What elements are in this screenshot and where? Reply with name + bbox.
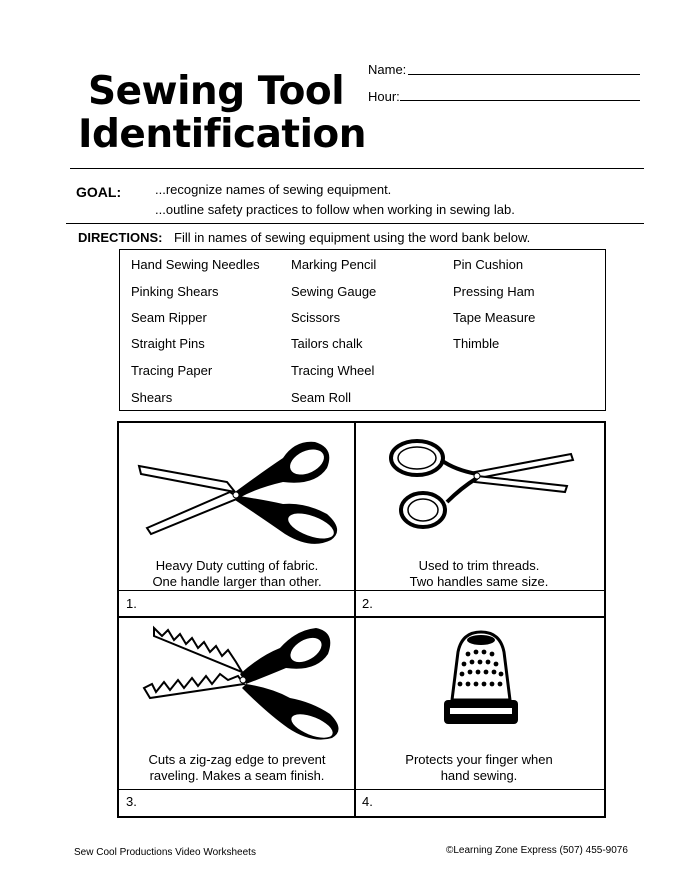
word-seam-roll: Seam Roll (291, 390, 351, 405)
cell-4-caption-line-1: Protects your finger when (405, 752, 553, 767)
cell-2-caption (356, 558, 602, 590)
hour-field[interactable] (400, 100, 640, 101)
word-sewing-gauge: Sewing Gauge (291, 284, 377, 299)
word-tracing-paper: Tracing Paper (131, 363, 213, 378)
word-scissors: Scissors (291, 310, 341, 325)
cell-1-caption-line-1: Heavy Duty cutting of fabric. (155, 558, 319, 573)
pinking-shears-icon (140, 622, 350, 744)
word-tape-measure: Tape Measure (453, 310, 536, 325)
cell-3-number: 3. (126, 794, 137, 809)
goal-line-1: ...recognize names of sewing equipment. (155, 182, 392, 197)
thimble-icon (438, 628, 524, 730)
word-pinking-shears: Pinking Shears (131, 284, 219, 299)
word-bank (119, 249, 606, 411)
scissors-icon (385, 430, 585, 535)
footer-left: Sew Cool Productions Video Worksheets (74, 847, 256, 858)
name-label: Name: (368, 62, 407, 77)
cell-1-number: 1. (126, 596, 137, 611)
word-pressing-ham: Pressing Ham (453, 284, 535, 299)
cell-4-number: 4. (362, 794, 373, 809)
goal-label: GOAL: (76, 184, 122, 200)
directions-text: Fill in names of sewing equipment using the word bank below. (174, 230, 531, 245)
goal-line-2: ...outline safety practices to follow when working in sewing lab. (155, 202, 515, 217)
cell-3-caption-line-2: raveling. Makes a seam finish. (149, 768, 325, 783)
cell-1-caption (120, 558, 354, 590)
word-shears: Shears (131, 390, 173, 405)
word-straight-pins: Straight Pins (131, 336, 205, 351)
word-tracing-wheel: Tracing Wheel (291, 363, 375, 378)
cell-4-caption-line-2: hand sewing. (440, 768, 518, 783)
divider-top (70, 168, 644, 169)
footer-right: ©Learning Zone Express (507) 455-9076 (446, 845, 628, 856)
cell-1-caption-line-2: One handle larger than other. (152, 574, 322, 589)
shears-icon (135, 430, 345, 555)
name-field[interactable] (408, 74, 640, 75)
cell-2-caption-line-1: Used to trim threads. (418, 558, 540, 573)
answer-line-row1 (117, 590, 606, 591)
cell-2-number: 2. (362, 596, 373, 611)
word-seam-ripper: Seam Ripper (131, 310, 207, 325)
grid-horizontal-divider (117, 616, 606, 618)
divider-middle (66, 223, 644, 224)
hour-label: Hour: (368, 89, 400, 104)
word-pin-cushion: Pin Cushion (453, 257, 524, 272)
answer-line-row2 (117, 789, 606, 790)
word-hand-sewing-needles: Hand Sewing Needles (131, 257, 260, 272)
title-line-1: Sewing Tool (88, 69, 345, 114)
cell-2-caption-line-2: Two handles same size. (409, 574, 549, 589)
cell-3-caption (120, 752, 354, 784)
directions-label: DIRECTIONS: (78, 230, 163, 245)
word-marking-pencil: Marking Pencil (291, 257, 377, 272)
word-thimble: Thimble (453, 336, 500, 351)
word-tailors-chalk: Tailors chalk (291, 336, 363, 351)
cell-3-caption-line-1: Cuts a zig-zag edge to prevent (148, 752, 326, 767)
cell-4-caption (356, 752, 602, 784)
title-line-2: Identification (78, 112, 366, 157)
